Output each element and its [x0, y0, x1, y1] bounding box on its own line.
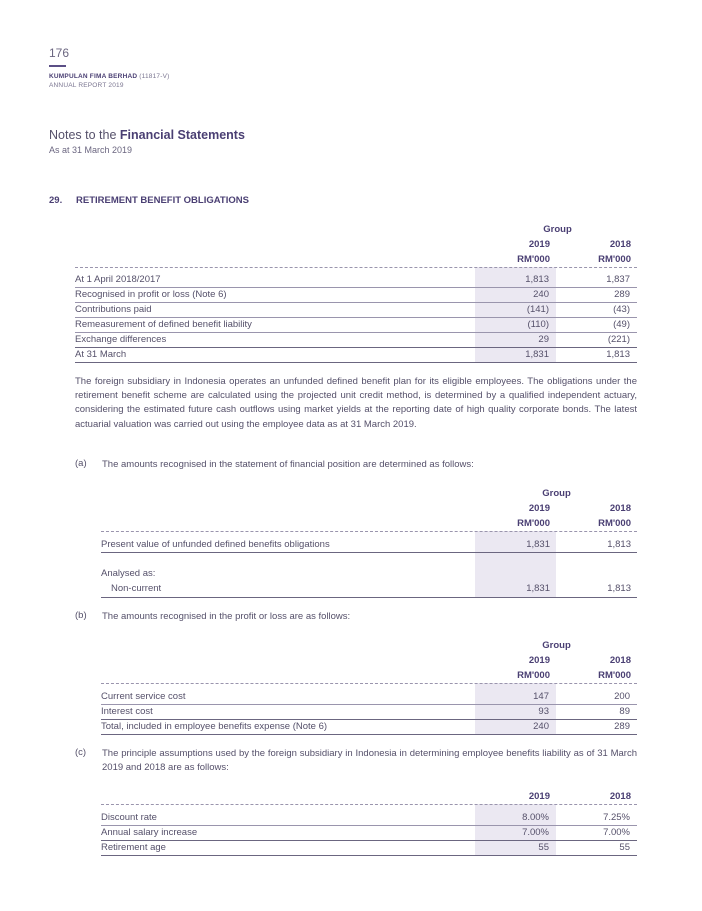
table-a-group: Group: [542, 488, 571, 499]
table-b-row-value-2019: 147: [533, 691, 549, 702]
table-c-col-2018: 2018: [609, 791, 631, 802]
main-table-header-rule: [75, 267, 637, 268]
company-reg: (11817-V): [139, 73, 170, 80]
main-table-row-value-2018: (43): [613, 304, 630, 315]
table-b-group: Group: [542, 640, 571, 651]
main-table-row-value-2018: (49): [613, 319, 630, 330]
table-c-col-2019: 2019: [528, 791, 550, 802]
table-c-row-label: Retirement age: [101, 842, 166, 853]
table-a-unit-2018: RM'000: [598, 518, 631, 529]
main-table-row-value-2018: 1,813: [606, 349, 630, 360]
main-table-row-value-2019: (110): [527, 319, 549, 330]
table-b-total-rule: [101, 734, 637, 735]
table-a-col-2018: 2018: [609, 503, 631, 514]
table-a-unit-2019: RM'000: [517, 518, 550, 529]
sub-a-letter: (a): [75, 458, 87, 469]
table-c-row-value-2019: 55: [538, 842, 549, 853]
table-b-row-value-2018: 89: [619, 706, 630, 717]
main-table-row-value-2018: 289: [614, 289, 630, 300]
main-table-row-rule: [75, 347, 637, 348]
table-c-row-value-2019: 8.00%: [522, 812, 549, 823]
table-c-row-value-2018: 7.00%: [603, 827, 630, 838]
sub-b-text: The amounts recognised in the profit or loss are as follows:: [102, 611, 351, 622]
table-a-header-rule: [101, 531, 637, 532]
table-b-row-value-2018: 289: [614, 721, 630, 732]
table-c-row-rule: [101, 825, 637, 826]
notes-title: Notes to the Financial Statements: [49, 128, 245, 142]
sub-c-letter: (c): [75, 747, 87, 758]
table-b-unit-2018: RM'000: [598, 670, 631, 681]
main-table-row-value-2019: 1,813: [525, 274, 549, 285]
table-a-col-2019: 2019: [528, 503, 550, 514]
main-table-row-label: At 31 March: [75, 349, 127, 360]
main-table-total-rule: [75, 362, 637, 363]
main-table-row-label: Contributions paid: [75, 304, 152, 315]
main-table-col-2018: 2018: [609, 239, 631, 250]
main-table-row-label: Remeasurement of defined benefit liability: [75, 319, 252, 330]
main-table-unit-2019: RM'000: [517, 254, 550, 265]
table-c-row-value-2018: 55: [619, 842, 630, 853]
main-table-row-value-2018: 1,837: [606, 274, 630, 285]
table-b-row-value-2019: 93: [538, 706, 549, 717]
table-c-row-label: Discount rate: [101, 812, 157, 823]
table-b-header-rule: [101, 683, 637, 684]
retirement-plan-description: The foreign subsidiary in Indonesia operates an unfunded defined benefit plan for its eligible employees. The obligations under the retirement benefit scheme are calculated using the projected unit credit method, is determined by a qualified independent actuary, considering the estimated future cash outflows using market yields at the reporting date of high quality corporate bonds. The latest actuarial valuation was carried out using the employee data as at 31 March 2019.: [75, 376, 637, 430]
main-table-row-label: Exchange differences: [75, 334, 167, 345]
main-table-row-label: At 1 April 2018/2017: [75, 274, 161, 285]
table-a-row-pv-rule: [101, 552, 637, 553]
table-c-row-label: Annual salary increase: [101, 827, 198, 838]
main-table-row-value-2019: (141): [526, 304, 549, 315]
main-table-row-value-2018: (221): [607, 334, 630, 345]
notes-subtitle: As at 31 March 2019: [49, 145, 133, 155]
main-table-row-label: Recognised in profit or loss (Note 6): [75, 289, 227, 300]
table-b-unit-2019: RM'000: [517, 670, 550, 681]
table-a-row-noncurrent: Non-current 1,831 1,813: [111, 583, 631, 594]
table-c-row-rule: [101, 840, 637, 841]
report-name: ANNUAL REPORT 2019: [49, 82, 124, 89]
table-b-row-label: Total, included in employee benefits expense (Note 6): [101, 721, 328, 732]
table-c-row-value-2019: 7.00%: [522, 827, 549, 838]
sub-b-letter: (b): [75, 610, 87, 621]
table-c-header-rule: [101, 804, 637, 805]
main-table-row-value-2019: 1,831: [525, 349, 549, 360]
table-b-col-2018: 2018: [609, 655, 631, 666]
page-number: 176: [49, 46, 70, 60]
main-table-row-value-2019: 240: [533, 289, 549, 300]
sub-a-text: The amounts recognised in the statement of financial position are determined as follows:: [102, 459, 474, 470]
table-b-row-value-2019: 240: [533, 721, 549, 732]
table-b-row-rule: [101, 719, 637, 720]
table-b-row-value-2018: 200: [614, 691, 630, 702]
main-table-row-rule: [75, 332, 637, 333]
table-c-row-value-2018: 7.25%: [603, 812, 630, 823]
section-heading: 29. RETIREMENT BENEFIT OBLIGATIONS: [49, 195, 249, 206]
page-number-rule: [49, 65, 66, 67]
sub-c-text: The principle assumptions used by the foreign subsidiary in Indonesia in determining employee benefits liability as of 31 March 2019 and 2018 are as follows:: [102, 748, 637, 774]
table-a-bottom-rule: [101, 597, 637, 598]
table-b-row-rule: [101, 704, 637, 705]
main-table-row-rule: [75, 287, 637, 288]
table-a-row-pv: Present value of unfunded defined benefits obligations 1,831 1,813: [101, 539, 631, 550]
main-table-row-rule: [75, 317, 637, 318]
table-b-row-label: Current service cost: [101, 691, 186, 702]
table-b-col-2019: 2019: [528, 655, 550, 666]
table-b-row-label: Interest cost: [101, 706, 153, 717]
main-table-row-value-2019: 29: [538, 334, 549, 345]
main-table-group: Group: [543, 224, 572, 235]
main-table-unit-2018: RM'000: [598, 254, 631, 265]
table-a-analysed: Analysed as:: [101, 568, 156, 579]
table-c-total-rule: [101, 855, 637, 856]
main-table-row-rule: [75, 302, 637, 303]
company-name: KUMPULAN FIMA BERHAD (11817-V): [49, 73, 170, 80]
main-table-col-2019: 2019: [528, 239, 550, 250]
